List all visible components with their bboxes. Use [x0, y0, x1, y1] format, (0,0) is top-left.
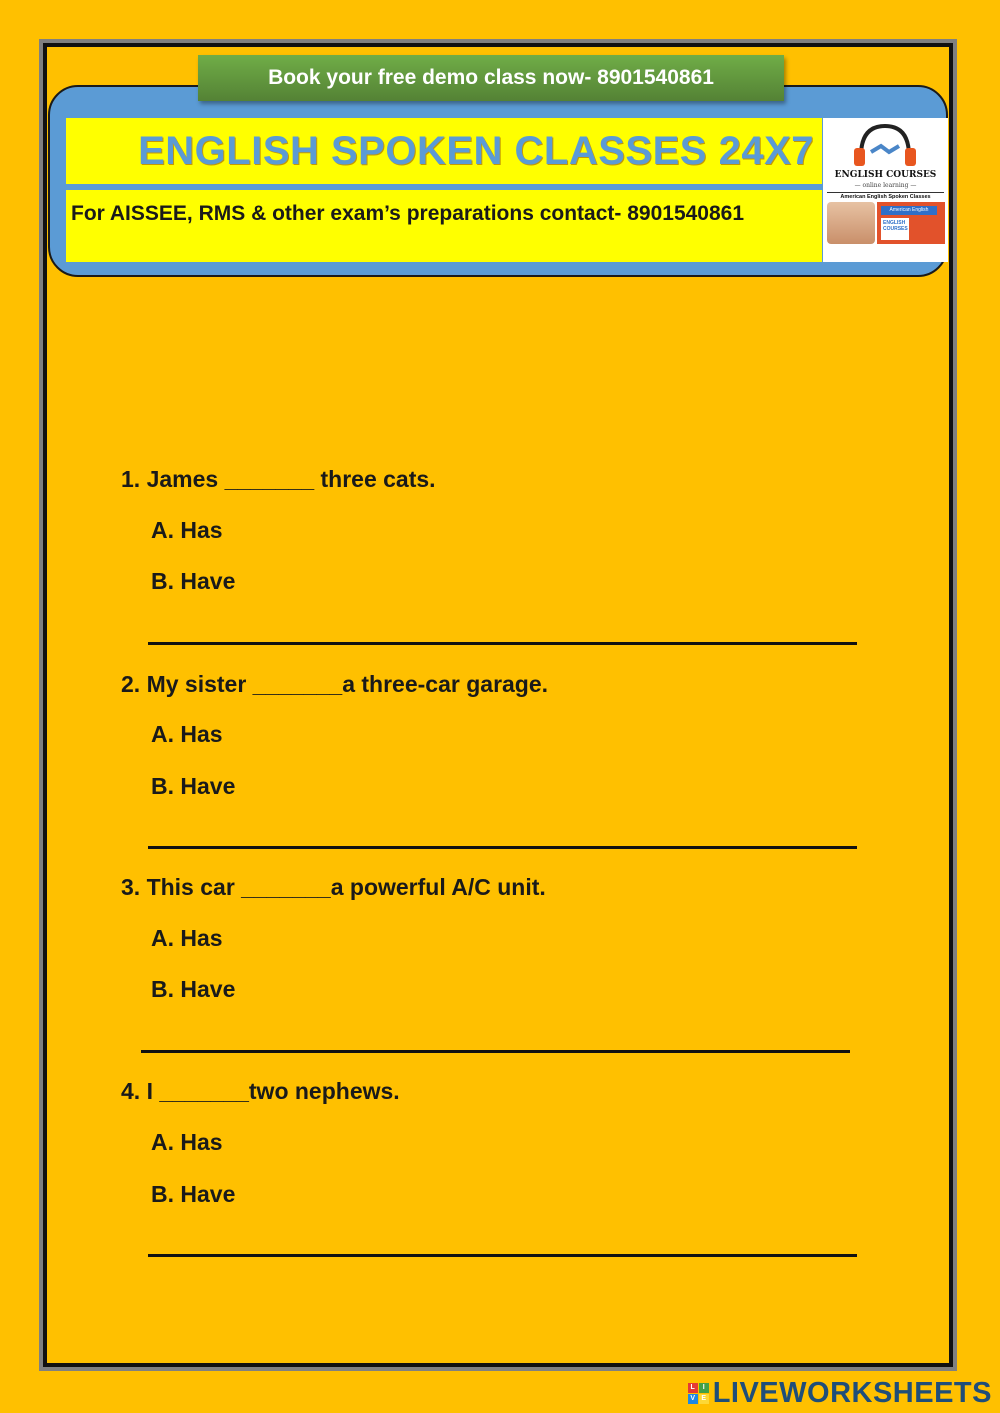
logo-letter-l: L	[688, 1383, 698, 1393]
contact-info: For AISSEE, RMS & other exam’s preparations contact- 8901540861	[66, 190, 822, 262]
question-3-option-a[interactable]: A. Has	[151, 925, 223, 951]
logo-badge: American English	[881, 206, 937, 215]
question-3-option-b[interactable]: B. Have	[151, 976, 236, 1002]
teacher-photo	[827, 202, 875, 244]
question-4-option-b[interactable]: B. Have	[151, 1181, 236, 1207]
question-1-answer-line[interactable]	[148, 642, 857, 645]
question-2-option-b[interactable]: B. Have	[151, 773, 236, 799]
logo-letter-i: I	[699, 1383, 709, 1393]
headphones-icon	[823, 118, 948, 170]
liveworksheets-brand[interactable]	[688, 1377, 992, 1410]
liveworksheets-logo-icon	[688, 1383, 709, 1404]
question-2-option-a[interactable]: A. Has	[151, 721, 223, 747]
question-1-option-a[interactable]: A. Has	[151, 517, 223, 543]
logo-letter-v: V	[688, 1394, 698, 1404]
question-2-answer-line[interactable]	[148, 846, 857, 849]
demo-class-cta[interactable]: Book your free demo class now- 8901540861	[198, 55, 784, 101]
question-4-option-a[interactable]: A. Has	[151, 1129, 223, 1155]
question-2: 2. My sister _______a three-car garage.	[121, 671, 549, 697]
question-3: 3. This car _______a powerful A/C unit.	[121, 874, 546, 900]
english-courses-logo	[823, 118, 948, 262]
question-1-option-b[interactable]: B. Have	[151, 568, 236, 594]
liveworksheets-wordmark: LIVEWORKSHEETS	[712, 1377, 992, 1409]
logo-subtitle: American English Spoken Classes	[827, 192, 944, 200]
logo-tagline: — online learning —	[854, 182, 917, 189]
question-4-answer-line[interactable]	[148, 1254, 857, 1257]
logo-title: ENGLISH COURSES	[834, 170, 937, 180]
question-3-answer-line[interactable]	[141, 1050, 850, 1053]
title-strip	[66, 118, 822, 184]
page-title: ENGLISH SPOKEN CLASSES 24X7	[138, 128, 814, 173]
question-1: 1. James _______ three cats.	[121, 466, 436, 492]
logo-badge-small: ENGLISH COURSES	[881, 218, 909, 240]
logo-letter-e: E	[699, 1394, 709, 1404]
question-4: 4. I _______two nephews.	[121, 1078, 400, 1104]
